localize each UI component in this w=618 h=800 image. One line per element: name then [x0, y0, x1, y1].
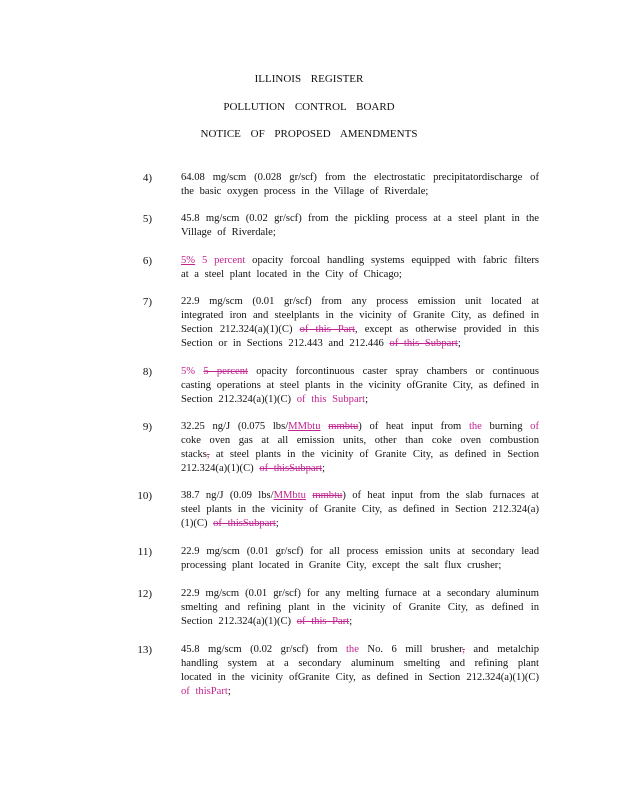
item-text [181, 365, 539, 407]
notice-title: NOTICE OF PROPOSED AMENDMENTS [200, 128, 418, 140]
item-text [181, 212, 539, 240]
body-text: ) of heat input from the slab furnaces at steel plants in the vicinity of Granite City, as defined in Section 212.324(a)(1)(C) [181, 490, 539, 529]
body-text: ; [322, 463, 326, 474]
inserted-underlined-text: 5% [181, 255, 196, 266]
body-text: , except as otherwise provided in this Section or in Sections 212.443 and 212.446 [181, 324, 539, 349]
inserted-underlined-text: MMbtu [273, 490, 306, 501]
deleted-text: 5 percent [203, 366, 248, 377]
item-text [181, 295, 539, 351]
item-text [181, 254, 539, 282]
body-text: and metalchip handling system at a secondary aluminum smelting and refining plant located in the vicinity ofGranite City, as defined in Section 212.324(a)(1)(C) [181, 644, 540, 683]
item-text [181, 545, 539, 573]
inserted-text: the [345, 644, 359, 655]
deleted-text: , [206, 449, 210, 460]
body-text: 32.25 ng/J (0.075 lbs/ [181, 421, 289, 432]
body-text: 64.08 mg/scm (0.028 gr/scf) from the electrostatic precipitatordischarge of the basic oxygen process in the Village of Riverdale; [181, 172, 539, 197]
deleted-text: of thisSubpart [213, 518, 276, 529]
body-text: ) of heat input from [358, 421, 469, 432]
body-text: No. 6 mill brusher [358, 644, 463, 655]
body-text: 22.9 mg/scm (0.01 gr/scf) for all process emission units at secondary lead processing plant located in Granite City, except the salt flux crusher; [181, 546, 539, 571]
item-number: 5) [142, 213, 152, 225]
item-number: 6) [142, 255, 152, 267]
inserted-text: 5 percent [201, 255, 246, 266]
body-text: ; [457, 338, 461, 349]
inserted-text: the [468, 421, 482, 432]
deleted-text: of this Subpart [389, 338, 458, 349]
deleted-text: , [462, 644, 465, 655]
inserted-text: of [530, 421, 539, 432]
inserted-text: of thisPart [181, 686, 228, 697]
item-text [181, 171, 539, 199]
body-text: ; [227, 686, 231, 697]
item-text [181, 489, 539, 531]
body-text: ; [275, 518, 279, 529]
item-text [181, 587, 539, 629]
item-number: 12) [137, 588, 152, 600]
body-text: at steel plants in the vicinity of Granite City, as defined in Section 212.324(a)(1)(C) [181, 449, 539, 474]
item-number: 7) [142, 296, 152, 308]
body-text: ; [349, 616, 353, 627]
board-title: POLLUTION CONTROL BOARD [223, 101, 395, 113]
body-text: opacity forcoal handling systems equipped with fabric filters at a steel plant located in the City of Chicago; [181, 255, 539, 280]
deleted-text: of thisSubpart [259, 463, 323, 474]
inserted-underlined-text: MMbtu [288, 421, 321, 432]
body-text: 22.9 mg/scm (0.01 gr/scf) for any melting furnace at a secondary aluminum smelting and refining plant in the vicinity of Granite City, as defined in Section 212.324(a)(1)(C) [181, 588, 539, 627]
body-text: ; [365, 394, 369, 405]
body-text: burning [481, 421, 531, 432]
body-text [195, 255, 202, 266]
register-title: ILLINOIS REGISTER [254, 73, 364, 85]
item-text [181, 420, 539, 476]
body-text: 38.7 ng/J (0.09 lbs/ [181, 490, 274, 501]
deleted-text: of this Part [296, 616, 350, 627]
body-text: coke oven gas at all emission units, other than coke oven combustion stacks [181, 435, 539, 460]
inserted-text: 5% [181, 366, 196, 377]
inserted-text: of this Subpart [296, 394, 366, 405]
item-number: 9) [142, 421, 152, 433]
deleted-text: of this Part [299, 324, 355, 335]
body-text: opacity forcontinuous caster spray chambers or continuous casting operations at steel plants in the vicinity ofGranite City, as defined in Section 212.324(a)(1)(C) [181, 366, 539, 405]
deleted-text: mmbtu [328, 421, 359, 432]
item-number: 10) [137, 490, 152, 502]
item-number: 11) [137, 546, 152, 558]
item-number: 4) [142, 172, 152, 184]
body-text: 45.8 mg/scm (0.02 gr/scf) from [181, 644, 346, 655]
body-text: 22.9 mg/scm (0.01 gr/scf) from any process emission unit located at integrated iron and steelplants in the vicinity of Granite City, as defined in Section 212.324(a)(1)(C) [181, 296, 539, 335]
deleted-text: mmbtu [312, 490, 343, 501]
body-text: 45.8 mg/scm (0.02 gr/scf) from the pickling process at a steel plant in the Village of Riverdale; [181, 213, 539, 238]
item-number: 8) [142, 366, 152, 378]
item-text [181, 643, 539, 699]
item-number: 13) [137, 644, 152, 656]
